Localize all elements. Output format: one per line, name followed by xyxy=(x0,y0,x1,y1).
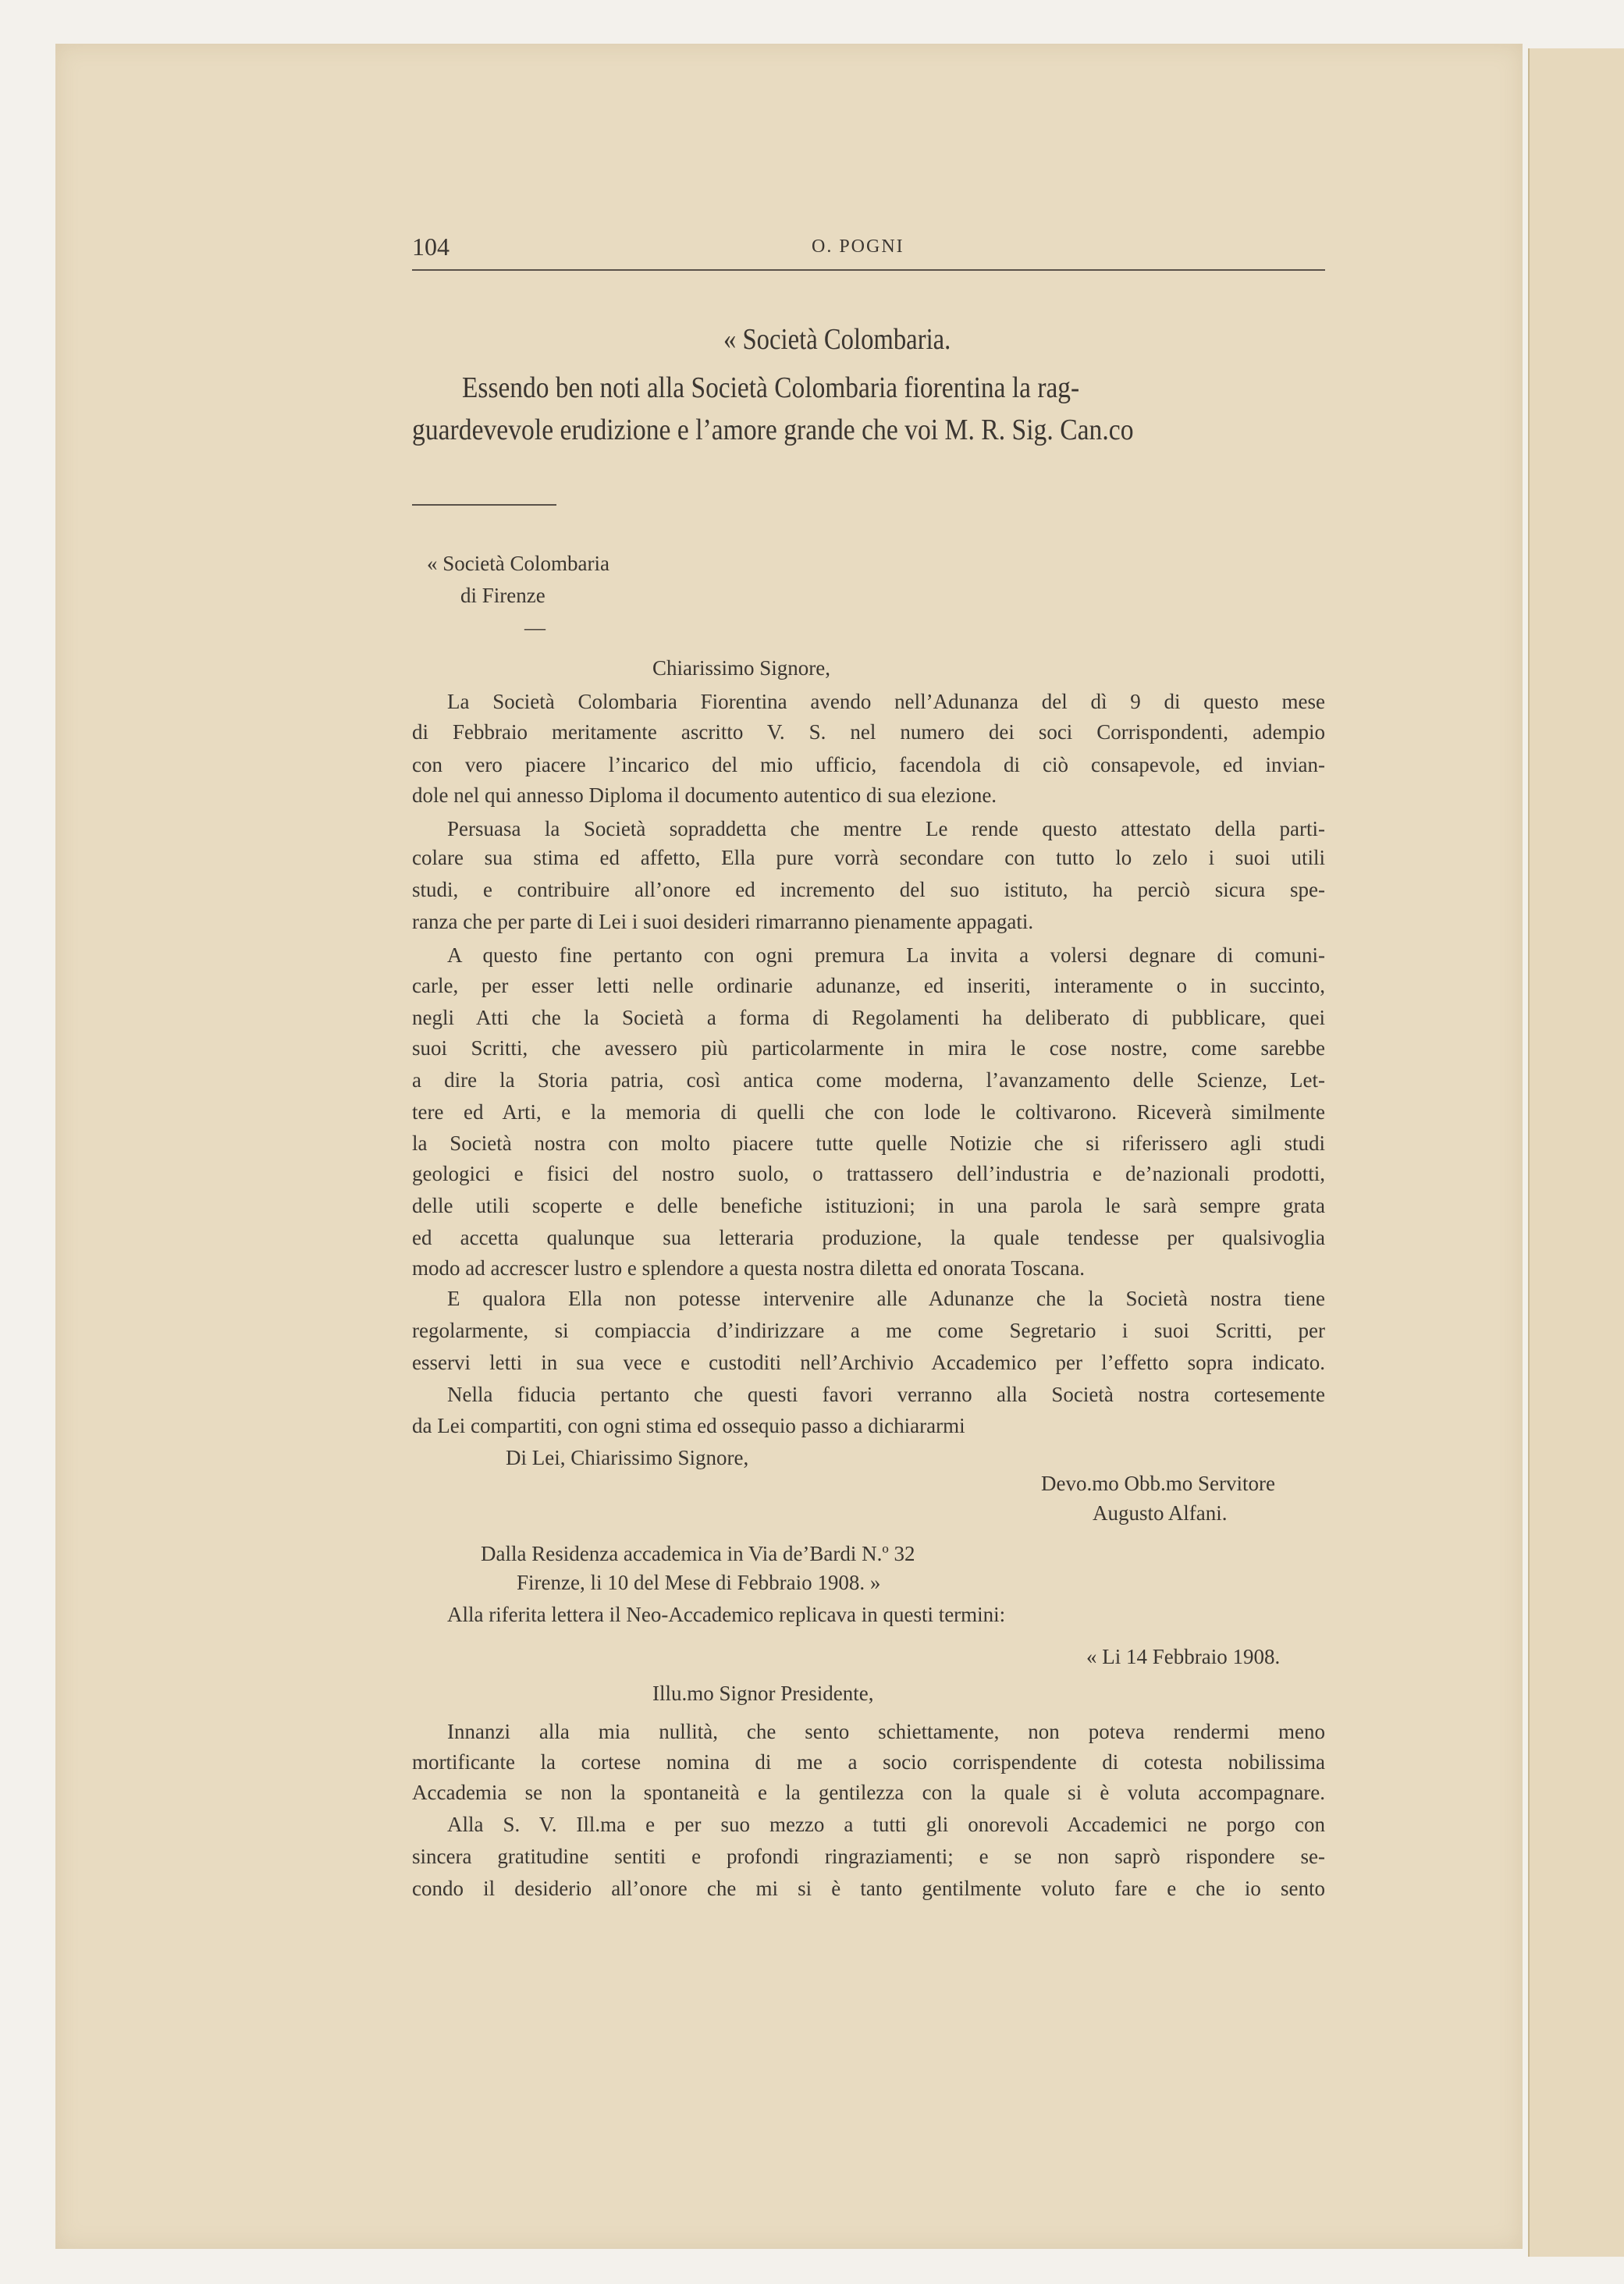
footnote-line: tere ed Arti, e la memoria di quelli che con lode le coltivarono. Riceverà similmente xyxy=(412,1100,1325,1124)
footnote-line: Accademia se non la spontaneità e la gentilezza con la quale si è voluta accompagnare. xyxy=(412,1781,1325,1804)
footnote-line: regolarmente, si compiaccia d’indirizzare a me come Segretario i suoi Scritti, per xyxy=(412,1319,1325,1342)
footnote-line: Di Lei, Chiarissimo Signore, xyxy=(506,1446,749,1469)
main-text-line: Essendo ben noti alla Società Colombaria fiorentina la rag- xyxy=(462,371,1080,404)
footnote-line: Chiarissimo Signore, xyxy=(652,656,830,680)
footnote-line: ranza che per parte di Lei i suoi desideri rimarranno pienamente appagati. xyxy=(412,910,1034,933)
footnote-line: carle, per esser letti nelle ordinarie adunanze, ed inseriti, interamente o in succinto, xyxy=(412,974,1325,997)
footnote-line: negli Atti che la Società a forma di Regolamenti ha deliberato di pubblicare, quei xyxy=(412,1006,1325,1029)
footnote-line: Devo.mo Obb.mo Servitore xyxy=(1041,1472,1275,1495)
footnote-line: mortificante la cortese nomina di me a socio corrispendente di cotesta nobilissima xyxy=(412,1750,1325,1774)
footnote-line: Alla S. V. Ill.ma e per suo mezzo a tutti gli onorevoli Accademici ne porgo con xyxy=(447,1813,1325,1836)
page-number: 104 xyxy=(412,233,450,261)
header-rule xyxy=(412,269,1325,271)
footnote-line: studi, e contribuire all’onore ed incremento del suo istituto, ha perciò sicura spe- xyxy=(412,878,1325,901)
footnote-line: « Li 14 Febbraio 1908. xyxy=(1086,1645,1281,1668)
footnote-line: Nella fiducia pertanto che questi favori verranno alla Società nostra cortesemente xyxy=(447,1383,1325,1406)
footnote-line: A questo fine pertanto con ogni premura La invita a volersi degnare di comuni- xyxy=(447,943,1325,967)
footnote-line: modo ad accrescer lustro e splendore a questa nostra diletta ed onorata Toscana. xyxy=(412,1256,1086,1280)
footnote-rule xyxy=(412,504,556,506)
footnote-line: Illu.mo Signor Presidente, xyxy=(652,1682,874,1705)
footnote-line: Innanzi alla mia nullità, che sento schiettamente, non poteva rendermi meno xyxy=(447,1720,1325,1743)
footnote-line: condo il desiderio all’onore che mi si è tanto gentilmente voluto fare e che io sento xyxy=(412,1877,1325,1900)
footnote-line: a dire la Storia patria, così antica come moderna, l’avanzamento delle Scienze, Let- xyxy=(412,1068,1325,1092)
footnote-line: Dalla Residenza accademica in Via de’Bardi N.º 32 xyxy=(481,1542,915,1565)
footnote-line: geologici e fisici del nostro suolo, o trattassero dell’industria e de’nazionali prodotti, xyxy=(412,1162,1325,1185)
footnote-line: suoi Scritti, che avessero più particolarmente in mira le cose nostre, come sarebbe xyxy=(412,1036,1325,1060)
adjacent-page-edge xyxy=(1528,48,1624,2257)
footnote-line: da Lei compartiti, con ogni stima ed ossequio passo a dichiararmi xyxy=(412,1414,965,1437)
footnote-line: esservi letti in sua vece e custoditi nell’Archivio Accademico per l’effetto sopra indicato. xyxy=(412,1351,1325,1374)
letterhead-line: « Società Colombaria xyxy=(427,552,609,575)
footnote-line: Alla riferita lettera il Neo-Accademico replicava in questi termini: xyxy=(447,1603,1006,1626)
footnote-line: delle utili scoperte e delle benefiche istituzioni; in una parola le sarà sempre grata xyxy=(412,1194,1325,1217)
footnote-line: Firenze, li 10 del Mese di Febbraio 1908. » xyxy=(517,1571,881,1594)
footnote-line: dole nel qui annesso Diploma il documento autentico di sua elezione. xyxy=(412,783,997,807)
letterhead-line: di Firenze xyxy=(460,584,545,607)
main-text-line: guardevevole erudizione e l’amore grande che voi M. R. Sig. Can.co xyxy=(412,414,1134,446)
main-title: « Società Colombaria. xyxy=(723,323,951,356)
footnote-line: La Società Colombaria Fiorentina avendo nell’Adunanza del dì 9 di questo mese xyxy=(447,690,1325,713)
footnote-line: sincera gratitudine sentiti e profondi ringraziamenti; e se non saprò rispondere se- xyxy=(412,1845,1325,1868)
running-head: O. POGNI xyxy=(812,236,904,257)
footnote-line: con vero piacere l’incarico del mio ufficio, facendola di ciò consapevole, ed invian- xyxy=(412,753,1325,776)
separator-dash: — xyxy=(524,616,545,639)
footnote-line: ed accetta qualunque sua letteraria produzione, la quale tendesse per qualsivoglia xyxy=(412,1226,1325,1249)
footnote-line: E qualora Ella non potesse intervenire alle Adunanze che la Società nostra tiene xyxy=(447,1287,1325,1310)
footnote-line: Augusto Alfani. xyxy=(1093,1501,1228,1525)
footnote-line: la Società nostra con molto piacere tutte quelle Notizie che si riferissero agli studi xyxy=(412,1131,1325,1155)
footnote-line: Persuasa la Società sopraddetta che mentre Le rende questo attestato della parti- xyxy=(447,817,1325,840)
footnote-line: di Febbraio meritamente ascritto V. S. nel numero dei soci Corrispondenti, adempio xyxy=(412,720,1325,744)
footnote-line: colare sua stima ed affetto, Ella pure vorrà secondare con tutto lo zelo i suoi utili xyxy=(412,846,1325,869)
